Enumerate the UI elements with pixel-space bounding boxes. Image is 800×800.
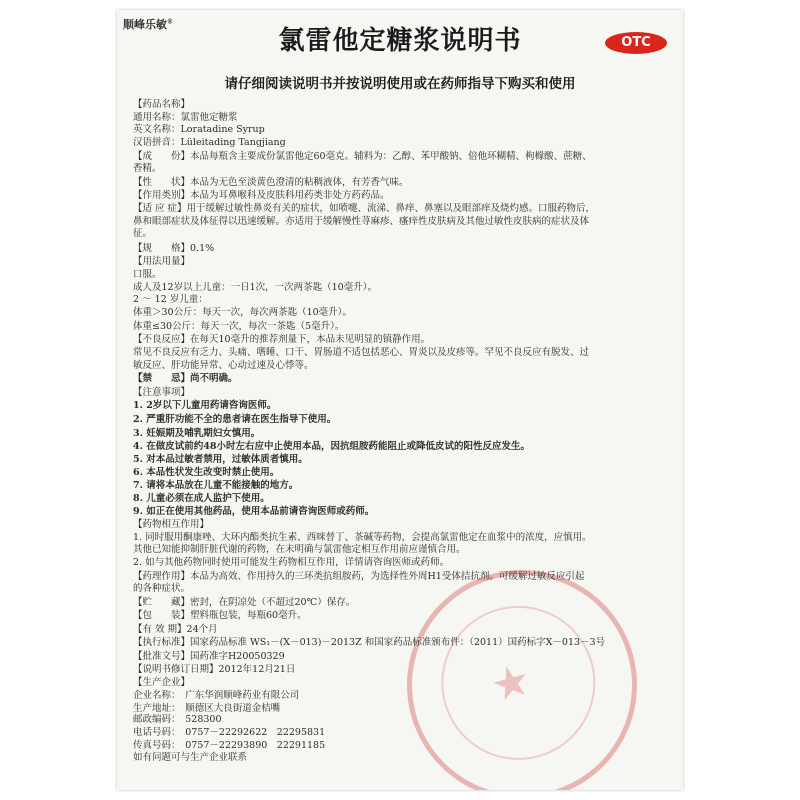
text-line: 电话号码： 0757－22292622 22295831	[133, 727, 326, 739]
text-line: 2 ～ 12 岁儿童：	[133, 294, 208, 306]
text-line: 的各种症状。	[133, 583, 191, 595]
text-line: 2. 如与其他药物同时使用可能发生药物相互作用，详情请咨询医师或药师。	[133, 556, 450, 568]
text-line: 【性 状】本品为无色至淡黄色澄清的粘稠液体，有芳香气味。	[133, 176, 409, 188]
text-line: 【药物相互作用】	[133, 518, 210, 530]
text-line: 【不良反应】在每天10毫升的推荐剂量下，本品未见明显的镇静作用。	[133, 334, 431, 346]
text-line: 【药品名称】	[133, 99, 191, 110]
text-line: 【说明书修订日期】2012年12月21日	[133, 663, 296, 675]
text-line: 英文名称：Loratadine Syrup	[133, 124, 265, 136]
text-line: 1. 2岁以下儿童用药请咨询医师。	[133, 400, 277, 412]
text-line: 【批准文号】国药准字H20050329	[133, 651, 285, 663]
text-line: 【适 应 症】用于缓解过敏性鼻炎有关的症状，如喷嚏、流涕、鼻痒、鼻塞以及眼部痒及烧灼感。口服药物后，	[133, 203, 596, 215]
text-line: 5. 对本品过敏者禁用，过敏体质者慎用。	[133, 453, 308, 465]
text-line: 4. 在做皮试前约48小时左右应中止使用本品，因抗组胺药能阻止或降低皮试的阳性反应发生。	[133, 441, 530, 453]
text-line: 企业名称： 广东华润顺峰药业有限公司	[133, 689, 300, 701]
otc-badge: OTC	[605, 32, 667, 54]
text-line: 【药理作用】本品为高效、作用持久的三环类抗组胺药，为选择性外周H1受体拮抗剂。可缓解过敏反应引起	[133, 570, 585, 582]
text-line: 如有问题可与生产企业联系	[133, 752, 248, 764]
text-line: 【作用类别】本品为耳鼻喉科及皮肤科用药类非处方药药品。	[133, 189, 390, 201]
text-line: 生产地址： 顺德区大良街道金桔嘴	[133, 702, 281, 714]
text-line: 3. 妊娠期及哺乳期妇女慎用。	[133, 427, 261, 439]
text-line: 通用名称：氯雷他定糖浆	[133, 111, 238, 123]
text-line: 8. 儿童必须在成人监护下使用。	[133, 492, 270, 504]
text-line: 口服。	[133, 269, 162, 281]
text-line: 体重＞30公斤：每天一次，每次两茶匙（10毫升）。	[133, 307, 352, 319]
document-title: 氯雷他定糖浆说明书	[278, 26, 522, 56]
text-line: 其他已知能抑制肝脏代谢的药物，在未明确与氯雷他定相互作用前应谨慎合用。	[133, 544, 466, 556]
text-line: 【规 格】0.1%	[133, 242, 215, 254]
stamp-star-icon: ★	[485, 653, 537, 714]
text-line: 【贮 藏】密封，在阴凉处（不超过20℃）保存。	[133, 596, 356, 608]
text-line: 常见不良反应有乏力、头痛、嗜睡、口干、胃肠道不适包括恶心、胃炎以及皮疹等。罕见不良反应有脱发、过	[133, 346, 590, 358]
text-line: 【执行标准】国家药品标准 WS₁－(X－013)－2013Z 和国家药品标准颁布件：（2011）国药标字X－013－3号	[133, 637, 606, 649]
brand-name: 顺峰乐敏	[123, 18, 167, 31]
text-line: 【生产企业】	[133, 677, 191, 689]
text-line: 【包 装】塑料瓶包装，每瓶60毫升。	[133, 610, 307, 622]
registered-mark: ®	[167, 18, 173, 26]
document-subtitle: 请仔细阅读说明书并按说明使用或在药师指导下购买和使用	[224, 76, 576, 92]
text-line: 成人及12岁以上儿童：一日1次，一次两茶匙（10毫升）。	[133, 281, 377, 293]
text-line: 【有 效 期】24个月	[133, 623, 218, 635]
text-line: 香精。	[133, 163, 162, 175]
text-line: 敏反应、肝功能异常、心动过速及心悸等。	[133, 359, 314, 371]
text-line: 7. 请将本品放在儿童不能接触的地方。	[133, 480, 299, 491]
text-line: 传真号码： 0757－22293890 22291185	[133, 739, 326, 751]
text-line: 体重≤30公斤：每天一次，每次一茶匙（5毫升）。	[133, 320, 345, 332]
text-line: 9. 如正在使用其他药品，使用本品前请咨询医师或药师。	[133, 506, 375, 518]
text-line: 2. 严重肝功能不全的患者请在医生指导下使用。	[133, 413, 337, 425]
text-line: 6. 本品性状发生改变时禁止使用。	[133, 467, 280, 479]
text-line: 【注意事项】	[133, 386, 191, 398]
text-line: 【成 份】本品每瓶含主要成份氯雷他定60毫克。辅料为：乙醇、苯甲酸钠、倍他环糊精、枸橼酸、蔗糖、	[133, 150, 592, 162]
text-line: 1. 同时服用酮康唑、大环内酯类抗生素、西咪替丁、茶碱等药物，会提高氯雷他定在血浆中的浓度，应慎用。	[133, 531, 592, 543]
text-line: 【用法用量】	[133, 256, 191, 268]
text-line: 邮政编码： 528300	[133, 714, 222, 726]
instruction-sheet	[117, 10, 683, 790]
text-line: 鼻和眼部症状及体征得以迅速缓解。亦适用于缓解慢性荨麻疹、瘙痒性皮肤病及其他过敏性皮肤病的症状及体	[133, 215, 590, 227]
text-line: 征。	[133, 228, 153, 240]
text-line: 【禁 忌】尚不明确。	[133, 373, 238, 385]
text-line: 汉语拼音：Lüleitading Tangjiang	[133, 137, 286, 148]
